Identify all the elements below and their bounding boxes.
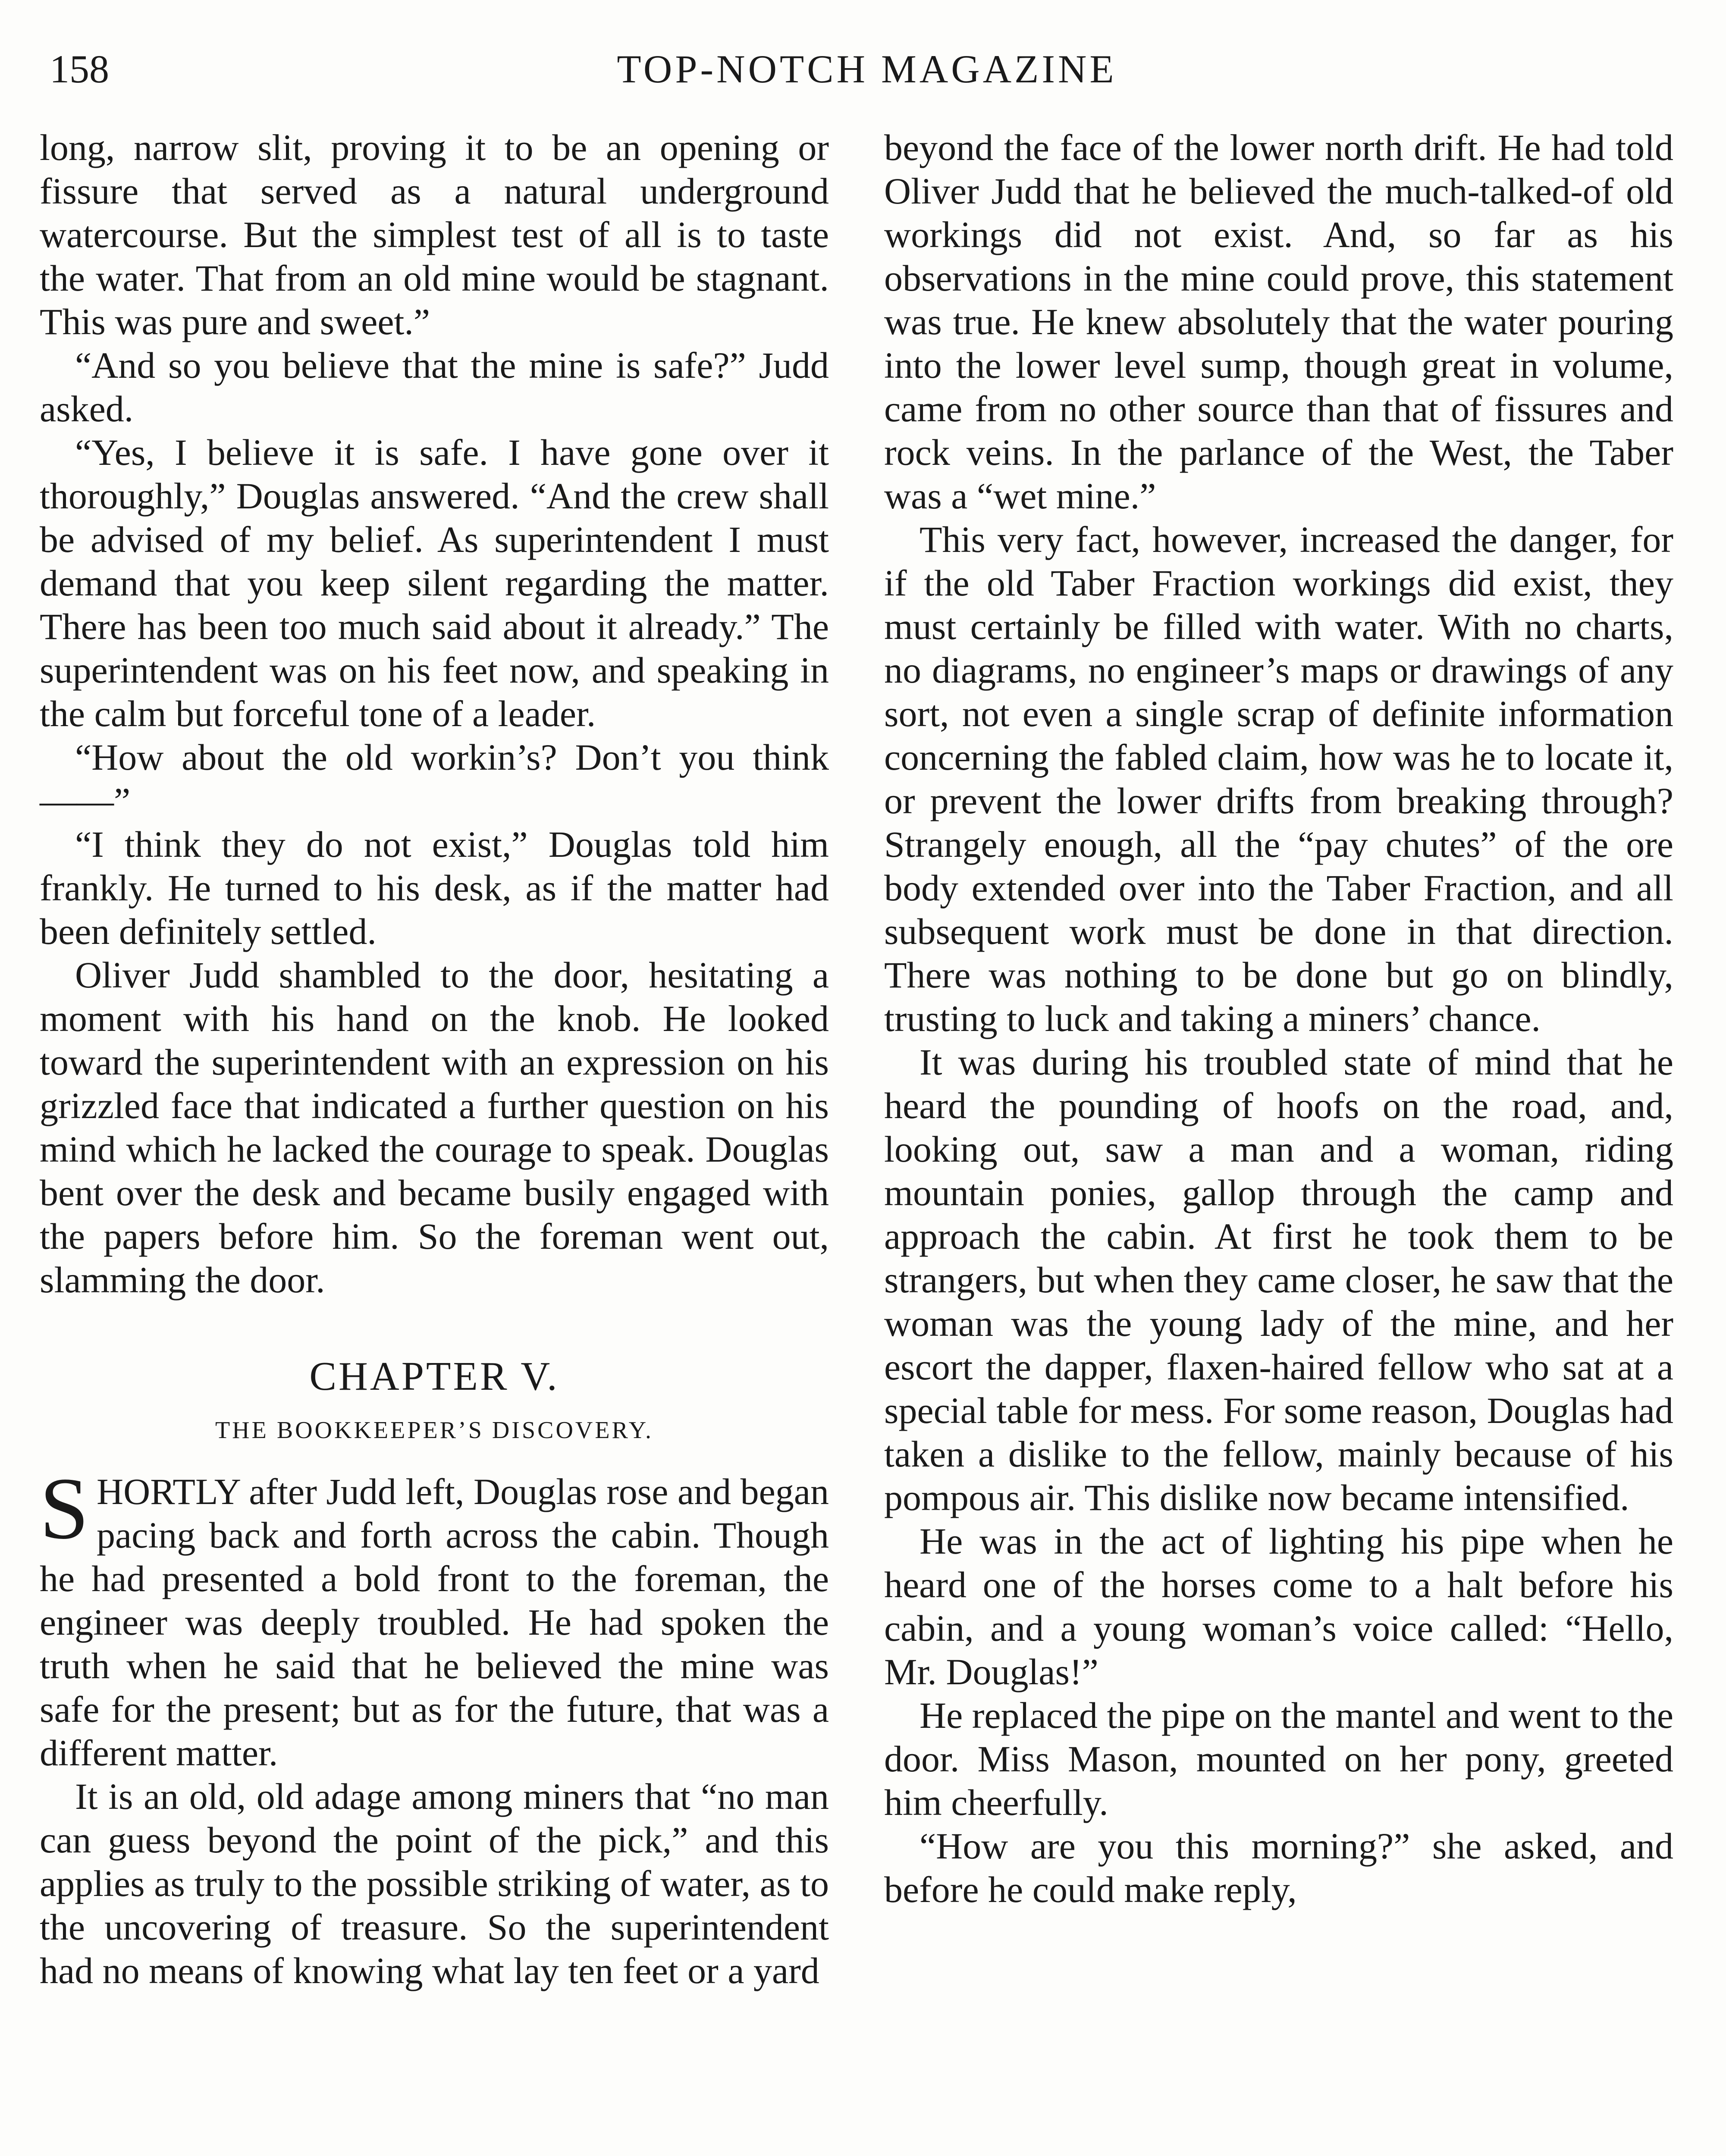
left-column bbox=[40, 126, 829, 1993]
paragraph: “How are you this morning?” she asked, and before he could make reply, bbox=[884, 1825, 1673, 1910]
running-head: TOP-NOTCH MAGAZINE bbox=[617, 47, 1117, 91]
paragraph: “Yes, I believe it is safe. I have gone over it thoroughly,” Douglas answered. “And the crew shall be advised of my belief. As superintendent I must demand that you keep silent regarding the matter. There has been too much said about it already.” The superintendent was on his feet now, and speaking in the calm but forceful tone of a leader. bbox=[40, 432, 829, 734]
paragraph: “I think they do not exist,” Douglas told him frankly. He turned to his desk, as if the matter had been definitely settled. bbox=[40, 824, 829, 952]
paragraph: He was in the act of lighting his pipe when he heard one of the horses come to a halt before his cabin, and a young woman’s voice called: “Hello, Mr. Douglas!” bbox=[884, 1520, 1673, 1692]
right-column bbox=[884, 126, 1673, 1912]
page-number: 158 bbox=[50, 47, 109, 91]
chapter-title: CHAPTER V. bbox=[309, 1354, 559, 1399]
page-header bbox=[50, 41, 1684, 97]
paragraph: “And so you believe that the mine is safe?” Judd asked. bbox=[40, 345, 829, 429]
paragraph: He replaced the pipe on the mantel and went to the door. Miss Mason, mounted on her pony, greeted him cheerfully. bbox=[884, 1695, 1674, 1823]
paragraph: beyond the face of the lower north drift. He had told Oliver Judd that he believed the much-talked-of old workings did not exist. And, so far as his observations in the mine could prove, this statement was true. He knew absolutely that the water pouring into the lower level sump, though great in volume, came from no other source than that of fissures and rock veins. In the parlance of the West, the Taber was a “wet mine.” bbox=[884, 127, 1673, 517]
paragraph: It is an old, old adage among miners that “no man can guess beyond the point of the pick,” and this applies as truly to the possible striking of water, as to the uncovering of treasure. So the superintendent had no means of knowing what lay ten feet or a yard bbox=[40, 1776, 829, 1991]
paragraph: long, narrow slit, proving it to be an opening or fissure that served as a natural underground watercourse. But the simplest test of all is to taste the water. That from an old mine would be stagnant. This was pure and sweet.” bbox=[40, 127, 829, 342]
drop-cap: S bbox=[40, 1460, 89, 1557]
chapter-subtitle: THE BOOKKEEPER’S DISCOVERY. bbox=[215, 1417, 654, 1444]
paragraph: Oliver Judd shambled to the door, hesitating a moment with his hand on the knob. He looked toward the superintendent with an expression on his grizzled face that indicated a further question on his mind which he lacked the courage to speak. Douglas bent over the desk and became busily engaged with the papers before him. So the foreman went out, slamming the door. bbox=[40, 954, 829, 1300]
paragraph: “How about the old workin’s? Don’t you think——” bbox=[40, 736, 829, 821]
paragraph: It was during his troubled state of mind that he heard the pounding of hoofs on the road, and, looking out, saw a man and a woman, riding mountain ponies, gallop through the camp and approach the cabin. At first he took them to be strangers, but when they came closer, he saw that the woman was the young lady of the mine, and her escort the dapper, flaxen-haired fellow who sat at a special table for mess. For some reason, Douglas had taken a dislike to the fellow, mainly because of his pompous air. This dislike now became intensified. bbox=[884, 1041, 1673, 1518]
paragraph: This very fact, however, increased the danger, for if the old Taber Fraction workings did exist, they must certainly be filled with water. With no charts, no diagrams, no engineer’s maps or drawings of any sort, not even a single scrap of definite information concerning the fabled claim, how was he to locate it, or prevent the lower drifts from breaking through? Strangely enough, all the “pay chutes” of the ore body extended over into the Taber Fraction, and all subsequent work must be done in that direction. There was nothing to be done but go on blindly, trusting to luck and taking a miners’ chance. bbox=[884, 519, 1673, 1039]
chapter-opening-paragraph bbox=[40, 1460, 829, 1775]
opening-text: HORTLY after Judd left, Douglas rose and began pacing back and forth across the cabin. Though he had presented a bold front to the foreman, the engineer was deeply troubled. He had spoken the truth when he said that he believed the mine was safe for the present; but as for the future, that was a different matter. bbox=[40, 1471, 829, 1774]
